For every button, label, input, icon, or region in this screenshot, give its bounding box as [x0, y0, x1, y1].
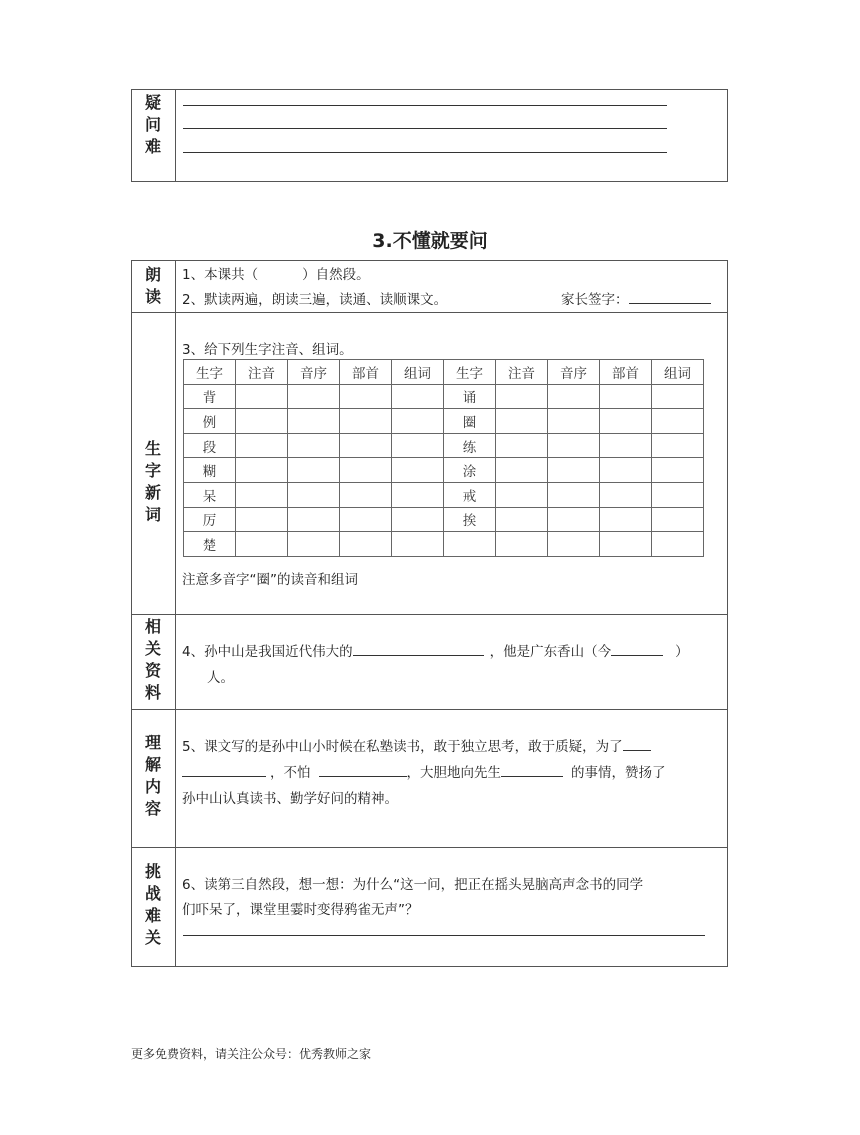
- header-cell: 生字: [444, 360, 496, 385]
- parent-signature: 家长签字：: [561, 288, 711, 308]
- answer-cell[interactable]: [236, 507, 288, 532]
- character-cell: 呆: [184, 482, 236, 507]
- answer-cell[interactable]: [548, 458, 600, 483]
- question-5-line-3: 孙中山认真读书、勤学好问的精神。: [182, 791, 398, 807]
- answer-line[interactable]: [183, 152, 667, 153]
- answer-cell[interactable]: [496, 384, 548, 409]
- blank[interactable]: [501, 762, 563, 777]
- answer-cell[interactable]: [548, 532, 600, 557]
- blank[interactable]: [319, 762, 407, 777]
- answer-cell[interactable]: [236, 409, 288, 434]
- question-6: 6、读第三自然段，想一想：为什么“这一问，把正在摇头晃脑高声念书的同学: [182, 877, 644, 893]
- answer-cell[interactable]: [236, 433, 288, 458]
- answer-cell[interactable]: [288, 409, 340, 434]
- character-cell: 糊: [184, 458, 236, 483]
- answer-cell[interactable]: [288, 384, 340, 409]
- character-cell: 段: [184, 433, 236, 458]
- answer-cell[interactable]: [236, 532, 288, 557]
- answer-cell[interactable]: [652, 482, 704, 507]
- answer-cell[interactable]: [288, 507, 340, 532]
- blank[interactable]: [611, 641, 663, 656]
- answer-cell[interactable]: [496, 482, 548, 507]
- answer-cell[interactable]: [600, 384, 652, 409]
- lesson-title: 3.不懂就要问: [372, 230, 488, 252]
- answer-cell[interactable]: [652, 507, 704, 532]
- question-table: [131, 89, 728, 182]
- answer-cell[interactable]: [600, 532, 652, 557]
- reading-label: 朗 读: [144, 265, 161, 306]
- header-cell: 组词: [652, 360, 704, 385]
- table-row: [184, 409, 704, 434]
- table-header-row: [184, 360, 704, 385]
- character-cell: 涂: [444, 458, 496, 483]
- header-cell: 生字: [184, 360, 236, 385]
- answer-cell[interactable]: [288, 532, 340, 557]
- answer-cell[interactable]: [496, 433, 548, 458]
- polyphone-note: 注意多音字“圈”的读音和组词: [182, 572, 358, 588]
- character-cell: [444, 532, 496, 557]
- row-divider: [132, 709, 727, 710]
- question-5-line-2: ，不怕 ，大胆地向先生 的事情，赞扬了: [182, 761, 666, 781]
- character-cell: 楚: [184, 532, 236, 557]
- label-divider: [175, 90, 176, 181]
- answer-cell[interactable]: [236, 384, 288, 409]
- question-1: 1、本课共（ ）自然段。: [182, 267, 370, 283]
- answer-cell[interactable]: [652, 532, 704, 557]
- question-3: 3、给下列生字注音、组词。: [182, 342, 353, 358]
- answer-line[interactable]: [183, 128, 667, 129]
- question-6-line-2: 们吓呆了，课堂里霎时变得鸦雀无声”？: [182, 902, 419, 918]
- header-cell: 音序: [288, 360, 340, 385]
- table-row: [184, 458, 704, 483]
- character-cell: 例: [184, 409, 236, 434]
- answer-cell[interactable]: [548, 409, 600, 434]
- answer-cell[interactable]: [652, 433, 704, 458]
- answer-cell[interactable]: [600, 409, 652, 434]
- header-cell: 部首: [600, 360, 652, 385]
- answer-cell[interactable]: [340, 433, 392, 458]
- answer-cell[interactable]: [392, 482, 444, 507]
- answer-cell[interactable]: [236, 458, 288, 483]
- answer-cell[interactable]: [392, 458, 444, 483]
- answer-cell[interactable]: [340, 458, 392, 483]
- table-row: [184, 532, 704, 557]
- answer-cell[interactable]: [392, 433, 444, 458]
- row-divider: [132, 312, 727, 313]
- answer-cell[interactable]: [236, 482, 288, 507]
- answer-cell[interactable]: [548, 482, 600, 507]
- answer-cell[interactable]: [392, 384, 444, 409]
- answer-cell[interactable]: [288, 458, 340, 483]
- answer-cell[interactable]: [496, 532, 548, 557]
- header-cell: 部首: [340, 360, 392, 385]
- character-table: [183, 359, 704, 557]
- table-row: [184, 433, 704, 458]
- answer-cell[interactable]: [340, 409, 392, 434]
- blank[interactable]: [353, 641, 484, 656]
- blank[interactable]: [623, 736, 651, 751]
- answer-cell[interactable]: [496, 409, 548, 434]
- worksheet-table: [131, 260, 728, 967]
- answer-cell[interactable]: [288, 482, 340, 507]
- table-row: [184, 507, 704, 532]
- answer-cell[interactable]: [652, 458, 704, 483]
- footer-note: 更多免费资料，请关注公众号：优秀教师之家: [131, 1047, 372, 1061]
- table-row: [184, 384, 704, 409]
- answer-cell[interactable]: [392, 409, 444, 434]
- character-cell: 挨: [444, 507, 496, 532]
- character-cell: 厉: [184, 507, 236, 532]
- answer-cell[interactable]: [652, 409, 704, 434]
- answer-cell[interactable]: [340, 532, 392, 557]
- answer-cell[interactable]: [600, 433, 652, 458]
- character-cell: 诵: [444, 384, 496, 409]
- question-label: 疑 问 难: [144, 93, 161, 156]
- answer-cell[interactable]: [340, 482, 392, 507]
- character-cell: 背: [184, 384, 236, 409]
- answer-cell[interactable]: [340, 507, 392, 532]
- answer-cell[interactable]: [496, 507, 548, 532]
- answer-cell[interactable]: [600, 458, 652, 483]
- answer-cell[interactable]: [600, 507, 652, 532]
- question-4: 4、孙中山是我国近代伟大的 ，他是广东香山（今 ）: [182, 640, 689, 660]
- answer-cell[interactable]: [340, 384, 392, 409]
- character-cell: 戒: [444, 482, 496, 507]
- new-words-label: 生 字 新 词: [144, 439, 161, 524]
- header-cell: 注音: [236, 360, 288, 385]
- header-cell: 音序: [548, 360, 600, 385]
- answer-line[interactable]: [183, 105, 667, 106]
- answer-cell[interactable]: [392, 532, 444, 557]
- answer-cell[interactable]: [392, 507, 444, 532]
- answer-cell[interactable]: [548, 433, 600, 458]
- answer-cell[interactable]: [548, 507, 600, 532]
- answer-line[interactable]: [183, 935, 705, 936]
- header-cell: 注音: [496, 360, 548, 385]
- table-row: [184, 482, 704, 507]
- challenge-label: 挑 战 难 关: [144, 862, 161, 947]
- answer-cell[interactable]: [548, 384, 600, 409]
- answer-cell[interactable]: [288, 433, 340, 458]
- answer-cell[interactable]: [600, 482, 652, 507]
- row-divider: [132, 614, 727, 615]
- character-cell: 圈: [444, 409, 496, 434]
- question-5: 5、课文写的是孙中山小时候在私塾读书，敢于独立思考，敢于质疑，为了: [182, 735, 651, 755]
- understand-label: 理 解 内 容: [144, 733, 161, 818]
- signature-blank[interactable]: [629, 289, 711, 304]
- character-cell: 练: [444, 433, 496, 458]
- header-cell: 组词: [392, 360, 444, 385]
- question-4-cont: 人。: [207, 670, 234, 686]
- row-divider: [132, 847, 727, 848]
- answer-cell[interactable]: [652, 384, 704, 409]
- blank[interactable]: [182, 762, 266, 777]
- answer-cell[interactable]: [496, 458, 548, 483]
- question-2: 2、默读两遍，朗读三遍，读通、读顺课文。: [182, 292, 448, 308]
- materials-label: 相 关 资 料: [144, 617, 161, 702]
